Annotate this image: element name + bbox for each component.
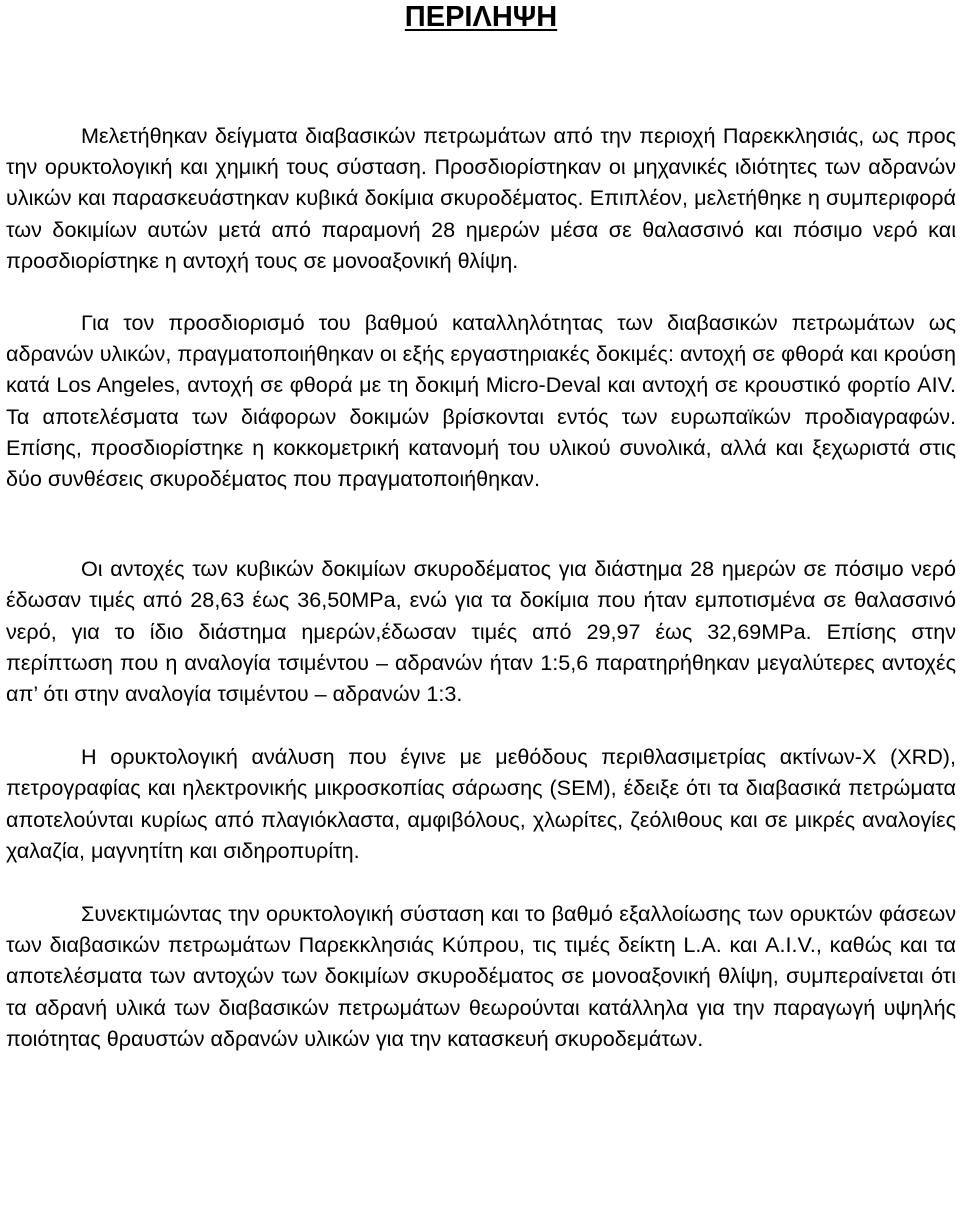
summary-paragraph-2: Για τον προσδιορισμό του βαθμού καταλληλότητας των διαβασικών πετρωμάτων ως αδρανών υλικών, πραγματοποιήθηκαν οι εξής εργαστηριακές δοκιμές: αντοχή σε φθορά και κρούση κατά Los Angeles, αντοχή σε φθορά με τη δοκιμή Micro-Deval και αντοχή σε κρουστικό φορτίο AIV. Τα αποτελέσματα των διάφορων δοκιμών βρίσκονται εντός των ευρωπαϊκών προδιαγραφών. Επίσης, προσδιορίστηκε η κοκκομετρική κατανομή του υλικού συνολικά, αλλά και ξεχωριστά στις δύο συνθέσεις σκυροδέματος που πραγματοποιήθηκαν.: [6, 310, 957, 492]
summary-paragraph-4: Η ορυκτολογική ανάλυση που έγινε με μεθόδους περιθλασιμετρίας ακτίνων-Χ (XRD), πετρογραφίας και ηλεκτρονικής μικροσκοπίας σάρωσης (SEM), έδειξε ότι τα διαβασικά πετρώματα αποτελούνται κυρίως από πλαγιόκλαστα, αμφιβόλους, χλωρίτες, ζεόλιθους και σε μικρές αναλογίες χαλαζία, μαγνητίτη και σιδηροπυρίτη.: [6, 744, 956, 863]
page-title: ΠΕΡΙΛΗΨΗ: [404, 1, 558, 33]
summary-paragraph-3: Οι αντοχές των κυβικών δοκιμίων σκυροδέματος για διάστημα 28 ημερών σε πόσιμο νερό έδωσαν τιμές από 28,63 έως 36,50MPa, ενώ για τα δοκίμια που ήταν εμποτισμένα σε θαλασσινό νερό, για το ίδιο διάστημα ημερών,έδωσαν τιμές από 29,97 έως 32,69MPa. Επίσης στην περίπτωση που η αναλογία τσιμέντου – αδρανών ήταν 1:5,6 παρατηρήθηκαν μεγαλύτερες αντοχές απ’ ότι στην αναλογία τσιμέντου – αδρανών 1:3.: [6, 556, 956, 707]
document-page: [6, 0, 956, 1054]
summary-paragraph-1: Μελετήθηκαν δείγματα διαβασικών πετρωμάτων από την περιοχή Παρεκκλησιάς, ως προς την ορυκτολογική και χημική τους σύσταση. Προσδιορίστηκαν οι μηχανικές ιδιότητες των αδρανών υλικών και παρασκευάστηκαν κυβικά δοκίμια σκυροδέματος. Επιπλέον, μελετήθηκε η συμπεριφορά των δοκιμίων αυτών μετά από παραμονή 28 ημερών μέσα σε θαλασσινό και πόσιμο νερό και προσδιορίστηκε η αντοχή τους σε μονοαξονική θλίψη.: [6, 123, 956, 273]
summary-paragraph-5: Συνεκτιμώντας την ορυκτολογική σύσταση και το βαθμό εξαλλοίωσης των ορυκτών φάσεων των διαβασικών πετρωμάτων Παρεκκλησιάς Κύπρου, τις τιμές δείκτη L.A. και A.I.V., καθώς και τα αποτελέσματα των αντοχών των δοκιμίων σκυροδέματος σε μονοαξονική θλίψη, συμπεραίνεται ότι τα αδρανή υλικά των διαβασικών πετρωμάτων θεωρούνται κατάλληλα για την παραγωγή υψηλής ποιότητας θραυστών αδρανών υλικών για την κατασκευή σκυροδεμάτων.: [6, 901, 956, 1051]
